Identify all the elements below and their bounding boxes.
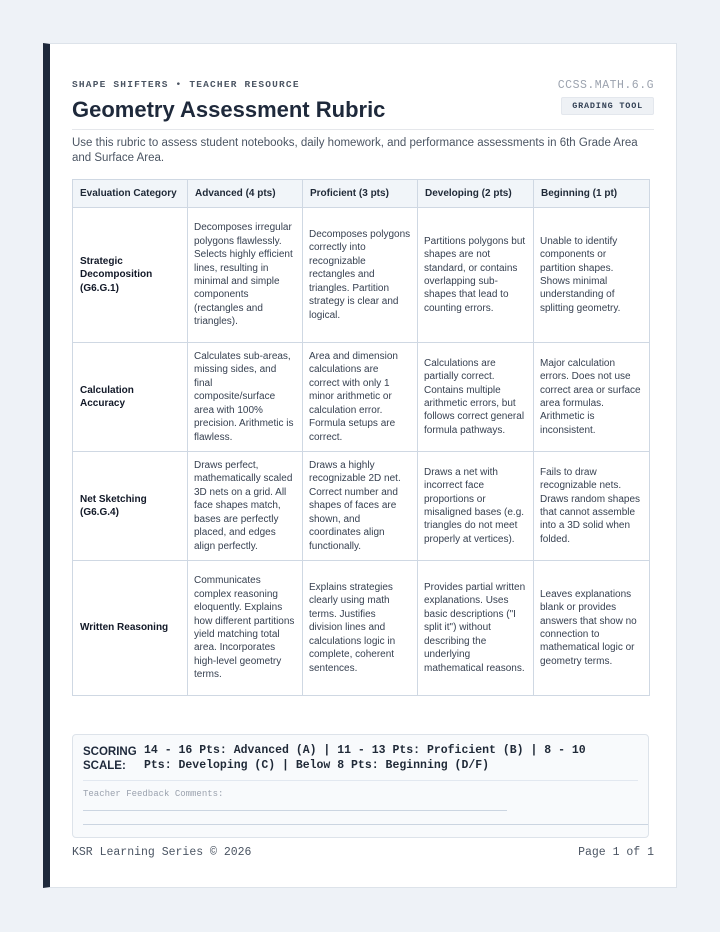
page-number: Page 1 of 1	[578, 846, 654, 859]
column-header: Beginning (1 pt)	[534, 180, 650, 208]
grading-tool-badge: GRADING TOOL	[561, 97, 654, 115]
rubric-cell: Provides partial written explanations. Uses basic descriptions ("I split it") without describing the underlying mathematical reasons.	[418, 561, 534, 696]
rubric-cell: Draws a net with incorrect face proportions or misaligned bases (e.g. triangles do not meet properly at vertices).	[418, 452, 534, 561]
table-row	[73, 343, 650, 452]
page-footer	[72, 846, 654, 859]
table-row	[73, 561, 650, 696]
rubric-cell: Leaves explanations blank or provides answers that show no connection to mathematical logic or geometry terms.	[534, 561, 650, 696]
table-row	[73, 452, 650, 561]
intro-text: Use this rubric to assess student notebooks, daily homework, and performance assessments in 6th Grade Area and Surface Area.	[72, 137, 638, 164]
rubric-cell: Major calculation errors. Does not use correct area or surface area formulas. Arithmetic is inconsistent.	[534, 343, 650, 452]
rubric-cell: Decomposes polygons correctly into recognizable rectangles and triangles. Partition strategy is clear and logical.	[303, 208, 418, 343]
scoring-scale-label: SCORING SCALE:	[83, 746, 137, 772]
rubric-cell: Calculates sub-areas, missing sides, and final composite/surface area with 100% precision. Arithmetic is flawless.	[188, 343, 303, 452]
standard-block	[558, 79, 654, 115]
feedback-line	[83, 824, 648, 825]
column-header: Developing (2 pts)	[418, 180, 534, 208]
rubric-cell: Draws a highly recognizable 2D net. Correct number and shapes of faces are shown, and coordinates align functionally.	[303, 452, 418, 561]
category-cell: Written Reasoning	[73, 561, 188, 696]
column-header: Advanced (4 pts)	[188, 180, 303, 208]
scoring-divider	[83, 780, 638, 781]
page-header	[72, 79, 654, 123]
page-overline: SHAPE SHIFTERS • TEACHER RESOURCE	[72, 79, 300, 90]
rubric-cell: Area and dimension calculations are correct with only 1 minor arithmetic or calculation error. Formula setups are correct.	[303, 343, 418, 452]
rubric-cell: Calculations are partially correct. Contains multiple arithmetic errors, but follows correct general formula pathways.	[418, 343, 534, 452]
rubric-header-row	[73, 180, 650, 208]
column-header: Proficient (3 pts)	[303, 180, 418, 208]
feedback-line	[83, 810, 507, 811]
rubric-cell: Unable to identify components or partition shapes. Shows minimal understanding of splitting geometry.	[534, 208, 650, 343]
column-header: Evaluation Category	[73, 180, 188, 208]
rubric-cell: Decomposes irregular polygons flawlessly. Selects highly efficient lines, resulting in minimal and simple components (rectangles and triangles).	[188, 208, 303, 343]
rubric-cell: Communicates complex reasoning eloquently. Explains how different partitions yield matching total area. Incorporates high-level geometry terms.	[188, 561, 303, 696]
standard-code: CCSS.MATH.6.G	[557, 79, 654, 92]
category-cell: Strategic Decomposition (G6.G.1)	[73, 208, 188, 343]
table-row	[73, 208, 650, 343]
rubric-cell: Draws perfect, mathematically scaled 3D nets on a grid. All face shapes match, bases are perfectly placed, and edges align perfectly.	[188, 452, 303, 561]
footer-copyright: KSR Learning Series © 2026	[72, 846, 252, 859]
rubric-cell: Explains strategies clearly using math terms. Justifies division lines and calculations logic in complete, coherent sentences.	[303, 561, 418, 696]
scoring-scale-text: 14 - 16 Pts: Advanced (A) | 11 - 13 Pts: Proficient (B) | 8 - 10 Pts: Developing (C) | Below 8 Pts: Beginning (D/F)	[144, 744, 586, 772]
rubric-table	[72, 179, 650, 696]
feedback-label: Teacher Feedback Comments:	[83, 789, 224, 799]
category-cell: Calculation Accuracy	[73, 343, 188, 452]
scoring-scale-box	[72, 734, 649, 838]
category-cell: Net Sketching (G6.G.4)	[73, 452, 188, 561]
page-title: Geometry Assessment Rubric	[72, 97, 386, 122]
rubric-cell: Partitions polygons but shapes are not standard, or contains overlapping sub-shapes that lead to counting errors.	[418, 208, 534, 343]
header-divider	[72, 129, 654, 130]
rubric-page	[43, 43, 677, 888]
rubric-cell: Fails to draw recognizable nets. Draws random shapes that cannot assemble into a 3D solid when folded.	[534, 452, 650, 561]
